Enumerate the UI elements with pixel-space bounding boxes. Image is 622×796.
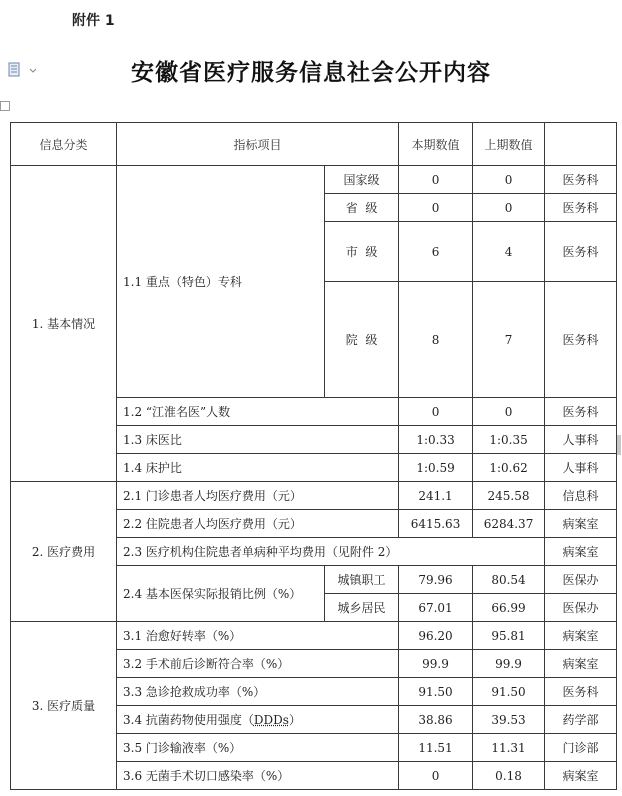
current-value: 6 bbox=[399, 222, 473, 282]
previous-value: 1:0.35 bbox=[473, 426, 545, 454]
previous-value: 80.54 bbox=[473, 566, 545, 594]
dept-cell: 药学部 bbox=[545, 706, 617, 734]
current-value: 1:0.59 bbox=[399, 454, 473, 482]
item-label: 1.2 “江淮名医”人数 bbox=[117, 398, 399, 426]
item-label: 2.1 门诊患者人均医疗费用（元） bbox=[117, 482, 399, 510]
dept-cell: 门诊部 bbox=[545, 734, 617, 762]
dept-cell: 医保办 bbox=[545, 566, 617, 594]
dept-cell: 病案室 bbox=[545, 538, 617, 566]
current-value: 6415.63 bbox=[399, 510, 473, 538]
item-reimbursement: 2.4 基本医保实际报销比例（%） bbox=[117, 566, 325, 622]
dept-cell: 医务科 bbox=[545, 282, 617, 398]
item-label: 3.6 无菌手术切口感染率（%） bbox=[117, 762, 399, 790]
dept-cell: 医保办 bbox=[545, 594, 617, 622]
current-value: 67.01 bbox=[399, 594, 473, 622]
previous-value: 1:0.62 bbox=[473, 454, 545, 482]
dept-cell: 人事科 bbox=[545, 426, 617, 454]
current-value: 91.50 bbox=[399, 678, 473, 706]
dept-cell: 病案室 bbox=[545, 650, 617, 678]
dept-cell: 医务科 bbox=[545, 398, 617, 426]
previous-value: 39.53 bbox=[473, 706, 545, 734]
level-label: 市 级 bbox=[325, 222, 399, 282]
previous-value: 7 bbox=[473, 282, 545, 398]
dept-cell: 信息科 bbox=[545, 482, 617, 510]
current-value: 1:0.33 bbox=[399, 426, 473, 454]
current-value: 0 bbox=[399, 398, 473, 426]
previous-value: 66.99 bbox=[473, 594, 545, 622]
current-value: 96.20 bbox=[399, 622, 473, 650]
item-key-specialty: 1.1 重点（特色）专科 bbox=[117, 166, 325, 398]
document-title: 安徽省医疗服务信息社会公开内容 bbox=[131, 60, 491, 86]
item-label: 3.1 治愈好转率（%） bbox=[117, 622, 399, 650]
dept-cell: 医务科 bbox=[545, 222, 617, 282]
level-label: 院 级 bbox=[325, 282, 399, 398]
previous-value: 4 bbox=[473, 222, 545, 282]
current-value: 0 bbox=[399, 194, 473, 222]
header-indicator: 指标项目 bbox=[117, 123, 399, 166]
sub-label: 城镇职工 bbox=[325, 566, 399, 594]
item-label: 2.3 医疗机构住院患者单病种平均费用（见附件 2） bbox=[117, 538, 545, 566]
current-value: 8 bbox=[399, 282, 473, 398]
dept-cell: 病案室 bbox=[545, 762, 617, 790]
item-label: 1.3 床医比 bbox=[117, 426, 399, 454]
current-value: 241.1 bbox=[399, 482, 473, 510]
dept-cell: 医务科 bbox=[545, 678, 617, 706]
table-move-handle[interactable] bbox=[0, 101, 10, 111]
item-label-suffix: ） bbox=[288, 713, 301, 727]
header-current: 本期数值 bbox=[399, 123, 473, 166]
previous-value: 11.31 bbox=[473, 734, 545, 762]
item-label: 3.2 手术前后诊断符合率（%） bbox=[117, 650, 399, 678]
previous-value: 91.50 bbox=[473, 678, 545, 706]
item-label-antibiotic bbox=[117, 706, 399, 734]
table-row bbox=[11, 166, 617, 194]
item-label: 3.5 门诊输液率（%） bbox=[117, 734, 399, 762]
item-label: 3.3 急诊抢救成功率（%） bbox=[117, 678, 399, 706]
current-value: 99.9 bbox=[399, 650, 473, 678]
indicator-table bbox=[10, 122, 617, 790]
previous-value: 245.58 bbox=[473, 482, 545, 510]
table-resize-handle[interactable] bbox=[617, 435, 621, 455]
dept-cell: 医务科 bbox=[545, 194, 617, 222]
previous-value: 0 bbox=[473, 398, 545, 426]
level-label: 省 级 bbox=[325, 194, 399, 222]
current-value: 38.86 bbox=[399, 706, 473, 734]
previous-value: 95.81 bbox=[473, 622, 545, 650]
dept-cell: 病案室 bbox=[545, 622, 617, 650]
previous-value: 0.18 bbox=[473, 762, 545, 790]
header-dept bbox=[545, 123, 617, 166]
current-value: 79.96 bbox=[399, 566, 473, 594]
current-value: 0 bbox=[399, 166, 473, 194]
attachment-label: 附件 1 bbox=[72, 13, 115, 29]
level-label: 国家级 bbox=[325, 166, 399, 194]
item-label: 2.2 住院患者人均医疗费用（元） bbox=[117, 510, 399, 538]
table-header-row bbox=[11, 123, 617, 166]
item-label-prefix: 3.4 抗菌药物使用强度（ bbox=[123, 713, 254, 727]
item-label: 1.4 床护比 bbox=[117, 454, 399, 482]
ddds-text: DDDs bbox=[253, 713, 289, 727]
previous-value: 0 bbox=[473, 166, 545, 194]
dept-cell: 病案室 bbox=[545, 510, 617, 538]
table-row bbox=[11, 482, 617, 510]
table-row bbox=[11, 622, 617, 650]
section-quality: 3. 医疗质量 bbox=[11, 622, 117, 790]
previous-value: 6284.37 bbox=[473, 510, 545, 538]
section-basic: 1. 基本情况 bbox=[11, 166, 117, 482]
dept-cell: 人事科 bbox=[545, 454, 617, 482]
current-value: 0 bbox=[399, 762, 473, 790]
previous-value: 0 bbox=[473, 194, 545, 222]
current-value: 11.51 bbox=[399, 734, 473, 762]
header-category: 信息分类 bbox=[11, 123, 117, 166]
section-cost: 2. 医疗费用 bbox=[11, 482, 117, 622]
dept-cell: 医务科 bbox=[545, 166, 617, 194]
sub-label: 城乡居民 bbox=[325, 594, 399, 622]
previous-value: 99.9 bbox=[473, 650, 545, 678]
header-previous: 上期数值 bbox=[473, 123, 545, 166]
